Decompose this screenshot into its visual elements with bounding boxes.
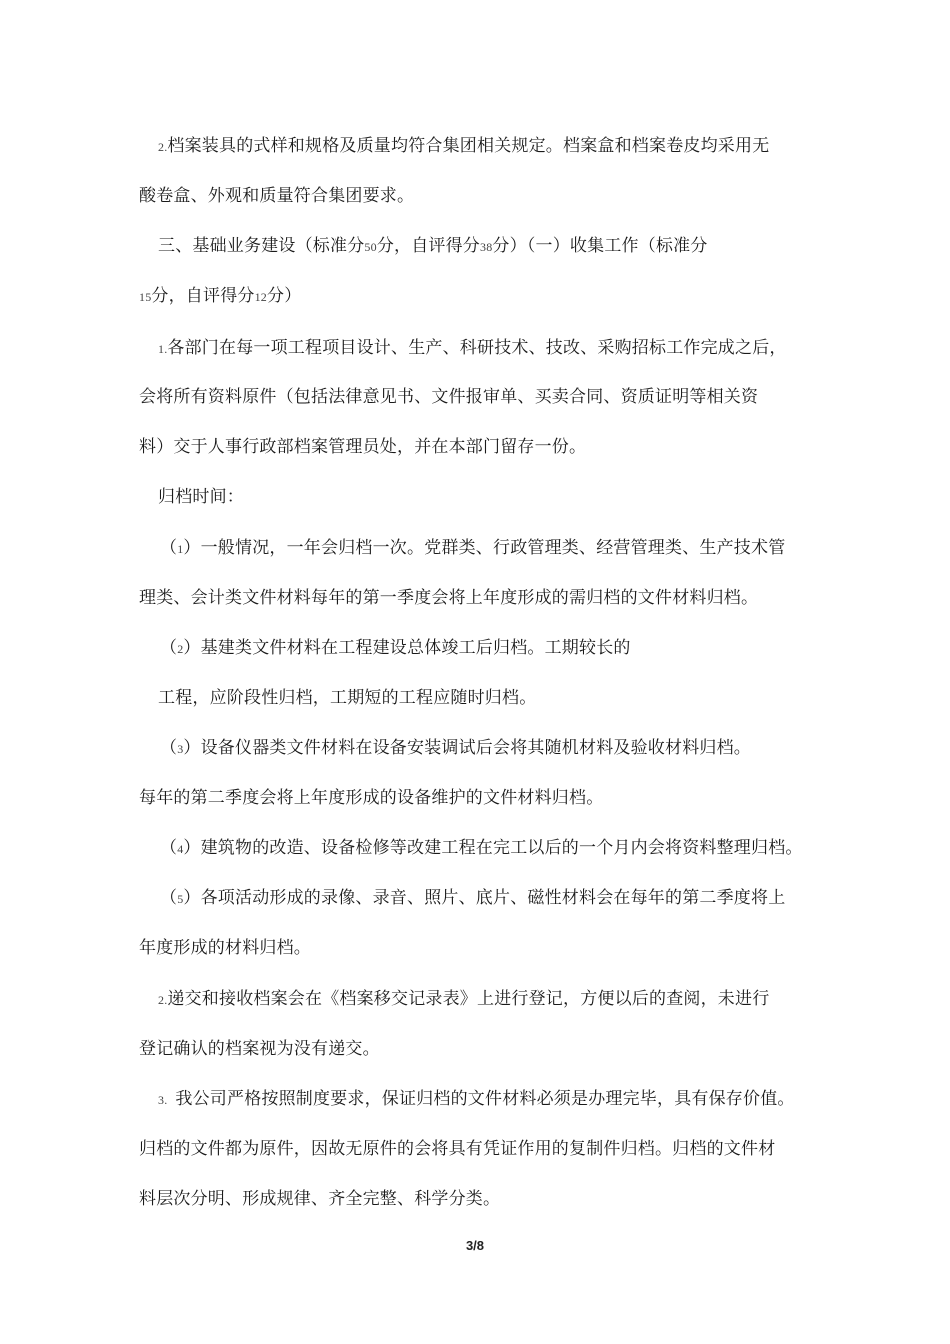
line-text: 年度形成的材料归档。 [139, 938, 311, 958]
section-heading-cont: 15分，自评得分12分） [139, 286, 302, 306]
text-line [158, 487, 244, 507]
text-line [139, 1139, 775, 1159]
text-line [139, 788, 603, 808]
text-line [158, 338, 787, 359]
line-text: 归档的文件都为原件，因故无原件的会将具有凭证作用的复制件归档。归档的文件材 [139, 1139, 776, 1159]
text-line [139, 387, 758, 407]
text-line [139, 588, 758, 608]
line-text: 建筑物的改造、设备检修等改建工程在完工以后的一个月内会将资料整理归档。 [200, 838, 803, 858]
line-text: 设备仪器类文件材料在设备安装调试后会将其随机材料及验收材料归档。 [200, 738, 752, 758]
text-line [158, 989, 769, 1010]
item-number: 4 [177, 842, 184, 856]
text-line: （3）设备仪器类文件材料在设备安装调试后会将其随机材料及验收材料归档。 [160, 738, 752, 758]
line-text: 登记确认的档案视为没有递交。 [139, 1039, 380, 1059]
line-text: 每年的第二季度会将上年度形成的设备维护的文件材料归档。 [139, 788, 604, 808]
line-text: 递交和接收档案会在《档案移交记录表》上进行登记，方便以后的查阅，未进行 [167, 989, 770, 1009]
line-text: 我公司严格按照制度要求，保证归档的文件材料必须是办理完毕，具有保存价值。 [175, 1089, 795, 1109]
text-line: （5）各项活动形成的录像、录音、照片、底片、磁性材料会在每年的第二季度将上 [160, 888, 786, 908]
line-text: 档案装具的式样和规格及质量均符合集团相关规定。档案盒和档案卷皮均采用无 [167, 136, 770, 156]
text-line [158, 136, 769, 157]
page-number: 3/8 [465, 1238, 485, 1253]
line-text: 各项活动形成的录像、录音、照片、底片、磁性材料会在每年的第二季度将上 [200, 888, 786, 908]
line-text: 料层次分明、形成规律、齐全完整、科学分类。 [139, 1189, 501, 1209]
text-line [139, 186, 414, 206]
line-text: 基建类文件材料在工程建设总体竣工后归档。工期较长的 [200, 638, 631, 658]
line-text: 工程，应阶段性归档，工期短的工程应随时归档。 [158, 688, 537, 708]
line-text: 理类、会计类文件材料每年的第一季度会将上年度形成的需归档的文件材料归档。 [139, 588, 759, 608]
item-number: 2 [177, 642, 184, 656]
line-text: 各部门在每一项工程项目设计、生产、科研技术、技改、采购招标工作完成之后， [167, 338, 787, 358]
text-line: （4）建筑物的改造、设备检修等改建工程在完工以后的一个月内会将资料整理归档。 [160, 838, 803, 858]
item-number: 1. [158, 342, 168, 356]
line-text: 一般情况，一年会归档一次。党群类、行政管理类、经营管理类、生产技术管 [200, 538, 786, 558]
text-line: （1）一般情况，一年会归档一次。党群类、行政管理类、经营管理类、生产技术管 [160, 538, 786, 558]
line-text: 料）交于人事行政部档案管理员处，并在本部门留存一份。 [139, 437, 587, 457]
line-text: 归档时间： [158, 487, 244, 507]
text-line [158, 688, 536, 708]
text-line [139, 1189, 500, 1209]
text-line [158, 1089, 795, 1110]
item-number: 2. [158, 140, 168, 154]
item-number: 2. [158, 993, 168, 1007]
item-number: 3 [177, 742, 184, 756]
line-text: 会将所有资料原件（包括法律意见书、文件报审单、买卖合同、资质证明等相关资 [139, 387, 759, 407]
line-text: 酸卷盒、外观和质量符合集团要求。 [139, 186, 415, 206]
text-line [139, 437, 586, 457]
text-line [139, 1039, 380, 1059]
item-number: 5 [177, 892, 184, 906]
item-number: 3. [158, 1093, 168, 1107]
text-line: （2）基建类文件材料在工程建设总体竣工后归档。工期较长的 [160, 638, 631, 658]
item-number: 1 [177, 542, 184, 556]
section-heading: 三、基础业务建设（标准分50分，自评得分38分）（一）收集工作（标准分 [158, 236, 708, 256]
text-line [139, 938, 311, 958]
